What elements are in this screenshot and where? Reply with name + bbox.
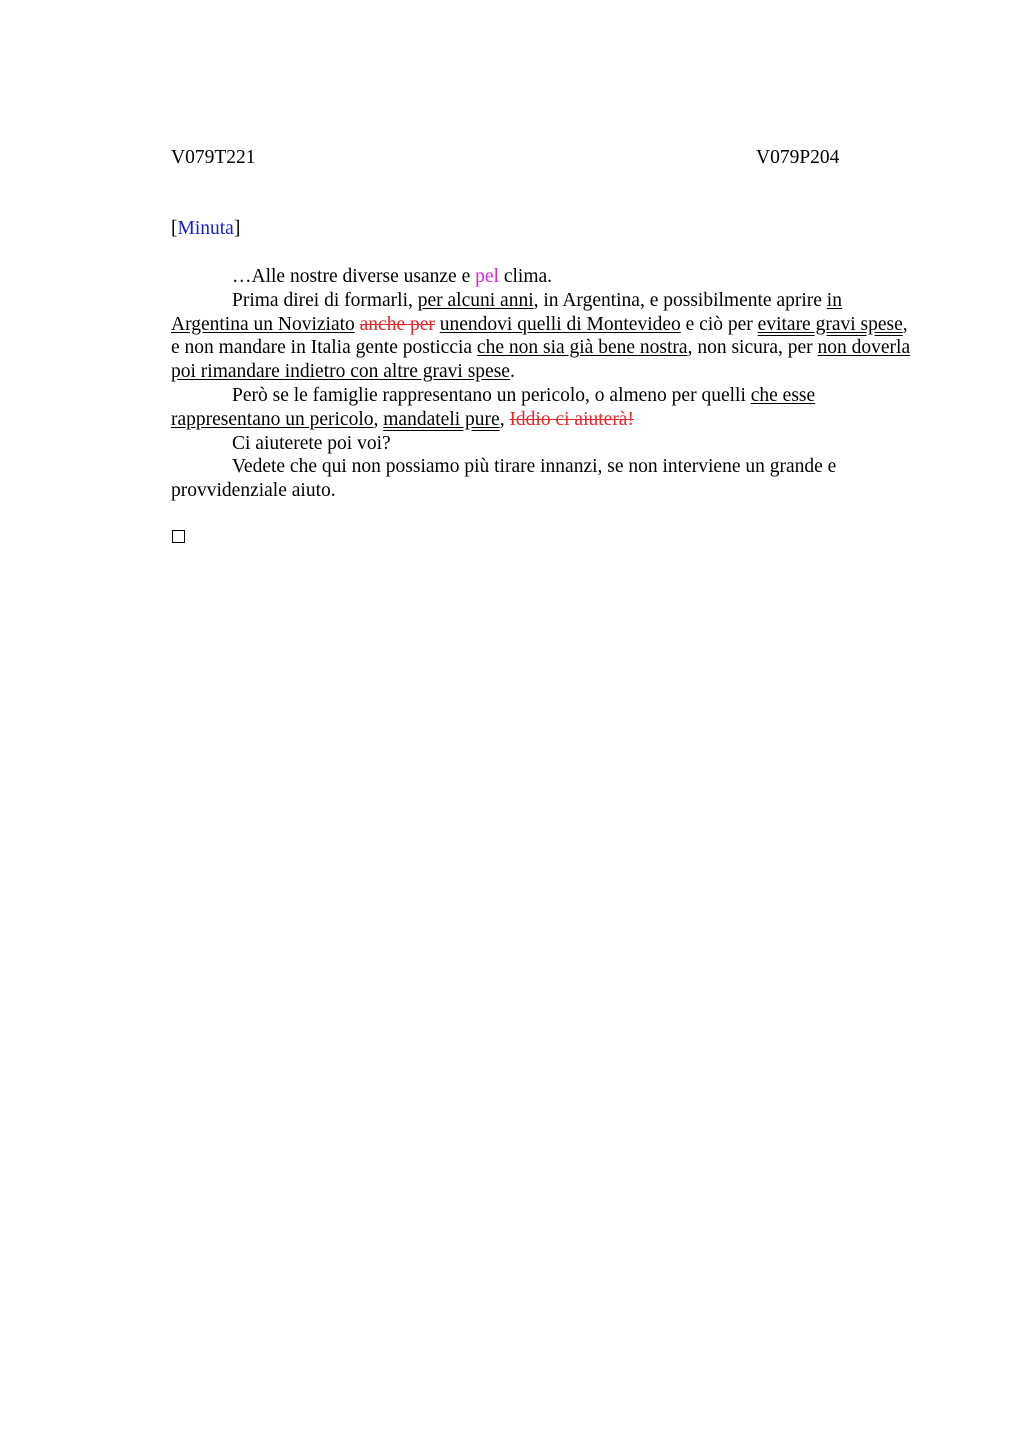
paragraph-3: [171, 384, 911, 432]
paragraph-2: [171, 289, 911, 384]
text-run: .: [509, 361, 515, 383]
minuta-text: Minuta: [177, 218, 234, 239]
letter-body: [171, 265, 911, 503]
underlined-text: che esse rappresentano un pericolo: [171, 384, 816, 430]
bracket-open: [: [171, 218, 178, 239]
text-run: , in Argentina, e possibilmente aprire: [533, 289, 827, 311]
text-run: , non sicura, per: [687, 337, 818, 359]
text-run: , e non mandare in Italia gente posticcia: [171, 313, 908, 359]
bracket-close: ]: [233, 218, 241, 239]
underlined-text: non doverla poi rimandare indietro con altre gravi spese: [171, 337, 911, 383]
document-code-right: V079P204: [756, 147, 840, 168]
minuta-label: [171, 217, 240, 241]
paragraph-4: [171, 432, 911, 456]
underlined-text: che non sia già bene nostra: [476, 337, 688, 359]
paragraph-1: [171, 265, 911, 289]
text-run: clima.: [498, 266, 553, 287]
text-run: Ci aiuterete poi voi?: [232, 432, 391, 454]
highlighted-word: pel: [475, 266, 499, 287]
paragraph-5: [171, 455, 911, 503]
text-run: e ciò per: [680, 313, 758, 335]
deleted-text: anche per: [359, 313, 435, 335]
text-run: Prima direi di formarli,: [232, 289, 418, 311]
text-run: Però se le famiglie rappresentano un pericolo, o almeno per quelli: [232, 384, 751, 406]
underlined-text: unendovi quelli di Montevideo: [439, 313, 681, 335]
double-underlined-text: evitare gravi spese: [757, 313, 903, 335]
text-run: ,: [373, 408, 384, 430]
text-run: …Alle nostre diverse usanze e: [232, 266, 476, 287]
double-underlined-text: mandateli pure: [383, 408, 500, 430]
empty-square-icon: [172, 530, 185, 543]
text-run: Vedete che qui non possiamo più tirare innanzi, se non interviene un grande e provvidenziale aiuto.: [171, 456, 837, 502]
underlined-text: in Argentina un Noviziato: [171, 289, 842, 335]
deleted-text: Iddio ci aiuterà!: [509, 408, 634, 430]
text-run: ,: [499, 408, 510, 430]
underlined-text: per alcuni anni: [417, 289, 534, 311]
document-code-left: V079T221: [171, 147, 256, 168]
